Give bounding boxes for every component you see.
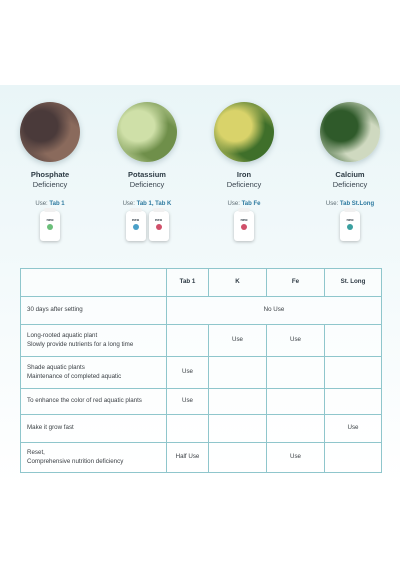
table-header-cell: Fe (267, 269, 325, 297)
table-cell (267, 389, 325, 415)
deficiency-subtitle: Deficiency (32, 180, 68, 189)
bottle-label-dot (47, 224, 53, 230)
row-label-line: Make it grow fast (27, 424, 74, 431)
use-product: Tab St.Long (339, 201, 375, 207)
use-prefix: Use: (122, 201, 137, 207)
table-row (21, 297, 382, 325)
table-cell (267, 415, 325, 443)
deficiency-subtitle: Deficiency (129, 180, 165, 189)
table-cell (209, 415, 267, 443)
deficiency-name: Potassium (128, 170, 166, 179)
table-cell (209, 389, 267, 415)
table-cell (325, 325, 382, 357)
row-label (21, 297, 167, 325)
deficiency-name: Iron (236, 170, 252, 179)
bottom-margin (0, 485, 400, 570)
row-label (21, 325, 167, 357)
row-label (21, 415, 167, 443)
deficiency-name: Phosphate (30, 170, 70, 179)
table-cell: Use (167, 389, 209, 415)
bottle-brand-logo: neo (240, 217, 248, 222)
table-cell: Use (209, 325, 267, 357)
bottle-label-dot (241, 224, 247, 230)
plant-photo (320, 102, 380, 162)
bottle-cap (344, 208, 356, 212)
plant-photo (214, 102, 274, 162)
table-cell: Use (267, 443, 325, 473)
use-product: Tab 1, Tab K (136, 201, 172, 207)
table-header-cell: Tab 1 (167, 269, 209, 297)
product-bottles (0, 211, 100, 243)
bottle-cap (44, 208, 56, 212)
use-product: Tab Fe (241, 201, 261, 207)
row-label-line: Comprehensive nutrition deficiency (27, 457, 124, 465)
row-label-line: Slowly provide nutrients for a long time (27, 340, 134, 348)
table-cell: Use (267, 325, 325, 357)
row-label-line: To enhance the color of red aquatic plants (27, 397, 142, 404)
table-header-cell (21, 269, 167, 297)
use-line (300, 201, 400, 207)
table-row (21, 357, 382, 389)
product-bottles (194, 211, 294, 243)
use-prefix: Use: (325, 201, 340, 207)
product-bottles (97, 211, 197, 243)
table-cell (325, 443, 382, 473)
product-bottle (126, 211, 146, 241)
table-cell: Use (325, 415, 382, 443)
deficiency-card-iron (194, 102, 294, 243)
bottle-cap (153, 208, 165, 212)
table-cell (209, 357, 267, 389)
bottle-cap (130, 208, 142, 212)
table-cell: No Use (167, 297, 382, 325)
use-product: Tab 1 (49, 201, 65, 207)
product-bottle (40, 211, 60, 241)
use-prefix: Use: (35, 201, 50, 207)
use-line (194, 201, 294, 207)
table-cell (167, 325, 209, 357)
row-label-line: 30 days after setting (27, 306, 83, 313)
table-row (21, 325, 382, 357)
product-bottles (300, 211, 400, 243)
deficiency-card-calcium (300, 102, 400, 243)
row-label-line: Maintenance of completed aquatic (27, 372, 122, 380)
plant-photo (117, 102, 177, 162)
deficiency-subtitle: Deficiency (332, 180, 368, 189)
row-label (21, 389, 167, 415)
table-header-row (21, 269, 382, 297)
table-row (21, 443, 382, 473)
product-bottle (340, 211, 360, 241)
row-label-line: Shade aquatic plants (27, 363, 85, 371)
table-cell: Use (167, 357, 209, 389)
row-label (21, 357, 167, 389)
row-label (21, 443, 167, 473)
table-cell (267, 357, 325, 389)
table-cell (167, 415, 209, 443)
bottle-brand-logo: neo (46, 217, 54, 222)
row-label-line: Long-rooted aquatic plant (27, 331, 98, 339)
table-cell (325, 357, 382, 389)
bottle-cap (238, 208, 250, 212)
use-line (0, 201, 100, 207)
bottle-label-dot (347, 224, 353, 230)
bottle-brand-logo: neo (154, 217, 163, 222)
deficiency-subtitle: Deficiency (226, 180, 262, 189)
table-cell (325, 389, 382, 415)
table-row (21, 389, 382, 415)
usage-table (20, 268, 382, 473)
use-prefix: Use: (227, 201, 242, 207)
use-line (97, 201, 197, 207)
deficiency-card-potassium (97, 102, 197, 243)
bottle-brand-logo: neo (131, 217, 140, 222)
plant-photo (20, 102, 80, 162)
table-cell: Half Use (167, 443, 209, 473)
deficiency-card-phosphate (0, 102, 100, 243)
bottle-label-dot (133, 224, 139, 230)
product-bottle (234, 211, 254, 241)
table-cell (209, 443, 267, 473)
deficiency-name: Calcium (335, 170, 365, 179)
table-header-cell: K (209, 269, 267, 297)
product-bottle (149, 211, 169, 241)
table-header-cell: St. Long (325, 269, 382, 297)
bottle-label-dot (156, 224, 162, 230)
bottle-brand-logo: neo (346, 217, 354, 222)
table-row (21, 415, 382, 443)
row-label-line: Reset, (27, 448, 45, 456)
deficiency-row (0, 102, 400, 262)
